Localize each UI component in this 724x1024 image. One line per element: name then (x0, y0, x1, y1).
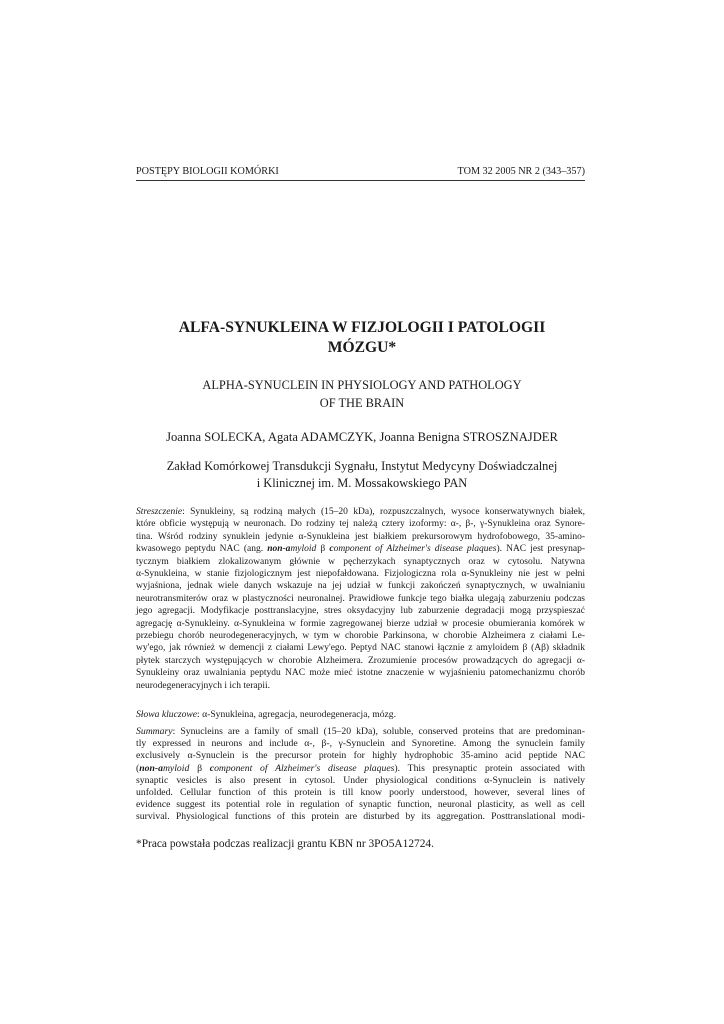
abstract-line: Streszczenie: Synukleiny, są rodziną małych (15–20 kDa), rozpuszczalnych, wysoce konserwatywnych białek, (136, 507, 585, 517)
volume-info: TOM 32 2005 NR 2 (343–357) (457, 166, 585, 177)
abstract-line: wy'ego, jak również w demencji z ciałami Lewy'ego. Peptyd NAC stanowi łącznie z amyloidem β (Aβ) składnik (136, 643, 585, 654)
title-line-1: ALFA-SYNUKLEINA W FIZJOLOGII I PATOLOGII (178, 319, 546, 336)
abstract-line: kwasowego peptydu NAC (ang. non-amyloid β component of Alzheimer's disease plaques). NAC jest presynap- (136, 544, 585, 555)
english-title-line-1: ALPHA-SYNUCLEIN IN PHYSIOLOGY AND PATHOLOGY (202, 378, 522, 392)
keywords-polish (136, 708, 585, 721)
journal-name: POSTĘPY BIOLOGII KOMÓRKI (136, 166, 279, 177)
abstract-line: jego agregacji. Modyfikacje posttranslacyjne, stres oksydacyjny lub zaburzenie degradacji mogą przyspieszać (136, 606, 585, 617)
affiliation-line-1: Zakład Komórkowej Transdukcji Sygnału, Instytut Medycyny Doświadczalnej (166, 459, 558, 473)
abstract-line: α-Synukleina, w stanie fizjologicznym jest niepofałdowana. Fizjologiczna rola α-Synukleiny nie jest w pełni (136, 569, 585, 580)
summary-line: exclusively α-Synuclein is the precursor protein for highly hydrophobic 35-amino acid peptide NAC (136, 750, 585, 762)
summary-line: survival. Physiological functions of this protein are disturbed by its aggregation. Posttranslational modi- (136, 811, 585, 823)
affiliation (110, 458, 614, 492)
abstract-line: agregację α-Synukleiny. α-Synukleina w formie zagregowanej bierze udział w procesie obumierania komórek w (136, 618, 585, 629)
keywords-label: Słowa kluczowe (136, 709, 198, 720)
abstract-line: tycznym białkiem zlokalizowanym głównie w pęcherzykach synaptycznych oraz w cytosolu. Natywna (136, 556, 585, 567)
keywords-text: : α-Synukleina, agregacja, neurodegeneracja, mózg. (197, 709, 396, 720)
english-title-line-2: OF THE BRAIN (319, 396, 405, 410)
summary-line: unfolded. Cellular function of this protein is till know poorly understood, however, several lines of (136, 787, 585, 799)
summary-line: tly expressed in neurons and include α-, β-, γ-Synuclein and Synoretine. Among the synuclein family (136, 738, 585, 750)
summary-english (136, 726, 585, 824)
english-title (150, 376, 574, 412)
abstract-line: które obficie występują w neuronach. Do rodziny tej należą cztery izoformy: α-, β-, γ-Synukleina oraz Synore- (136, 519, 585, 530)
abstract-line: tina. Wśród rodziny synuklein jedynie α-Synukleina jest białkiem prekursorowym hydrofobowego, 35-amino- (136, 531, 585, 542)
summary-line: (non-amyloid β component of Alzheimer's disease plaques). This presynaptic protein associated with (136, 762, 586, 774)
summary-label: Summary (136, 726, 173, 737)
footnote: *Praca powstała podczas realizacji grantu KBN nr 3PO5A12724. (136, 838, 434, 850)
abstract-line: neurotransmiterów oraz w plastyczności neuronalnej. Prawidłowe funkcje tego białka ulegają zaburzeniu podczas (136, 593, 585, 604)
summary-line: evidence suggest its potential role in regulation of synaptic function, neuronal plasticity, as well as cell (136, 799, 585, 811)
abstract-line: przebiegu chorób neurodegeneracyjnych, w tym w chorobie Parkinsona, w chorobie Alzheimera z ciałami Le- (136, 631, 585, 642)
abstract-line: neurodegeneracyjnych i ich terapii. (136, 680, 270, 691)
summary-line: synaptic vesicles is also present in cytosol. Under physiological conditions α-Synuclein is natively (136, 774, 585, 786)
affiliation-line-2: i Klinicznej im. M. Mossakowskiego PAN (256, 476, 468, 490)
running-head (136, 166, 585, 178)
title-line-2: MÓZGU* (327, 339, 397, 356)
abstract-polish (136, 506, 585, 692)
abstract-line: Synukleiny oraz uwalniania peptydu NAC może mieć istotne znaczenie w wyjaśnieniu patomechanizmu chorób (136, 668, 585, 679)
authors: Joanna SOLECKA, Agata ADAMCZYK, Joanna Benigna STROSZNAJDER (166, 430, 558, 444)
summary-line: Summary: Synucleins are a family of small (15–20 kDa), soluble, conserved proteins that are predominan- (136, 726, 585, 737)
article-title (120, 318, 604, 358)
abstract-line: wyjaśniona, jednak wiele danych wskazuje na jej udział w funkcji zakończeń synaptycznych, w uwalnianiu (136, 581, 585, 592)
header-rule (136, 180, 585, 181)
abstract-line: płytek starczych występujących w chorobie Alzheimera. Zrozumienie procesów prowadzących do agregacji α- (136, 655, 585, 666)
abstract-label: Streszczenie (136, 507, 183, 517)
